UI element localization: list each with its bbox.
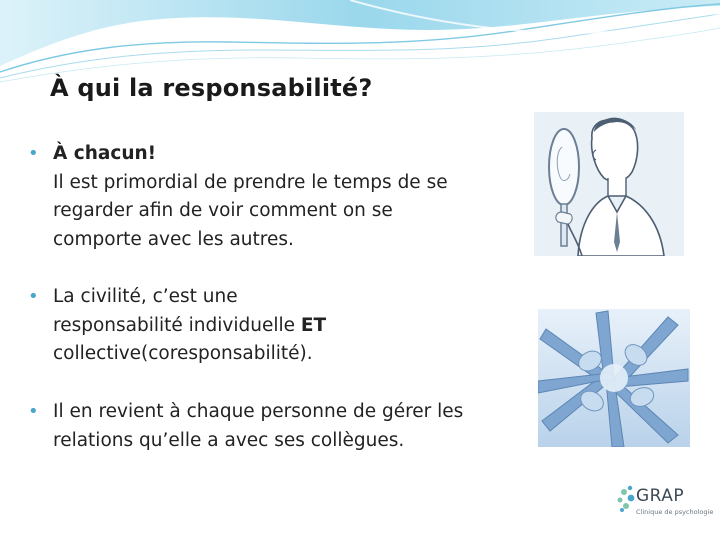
joined-hands-illustration xyxy=(538,309,690,447)
slide-title: À qui la responsabilité? xyxy=(50,74,373,102)
bullet-dot-icon: • xyxy=(28,143,39,164)
bullet-item-3 xyxy=(28,398,528,455)
logo-subtitle: Clinique de psychologie xyxy=(636,508,714,516)
bullet-emphasis: ET xyxy=(300,314,327,336)
bullet-dot-icon: • xyxy=(28,401,39,422)
bullet-item-2 xyxy=(28,283,528,369)
bullet-dot-icon: • xyxy=(28,286,39,307)
bullet-line xyxy=(53,312,528,341)
bullet-line: collective(coresponsabilité). xyxy=(53,343,313,364)
bullet-line: Il en revient à chaque personne de gérer les xyxy=(53,401,464,422)
bullet-line: relations qu’elle a avec ses collègues. xyxy=(53,429,405,451)
bullet-text: responsabilité individuelle xyxy=(53,314,301,336)
bullet-item-1 xyxy=(28,140,528,254)
logo-name: GRAP xyxy=(636,486,685,506)
bullet-line: regarder afin de voir comment on se xyxy=(53,200,393,221)
bullet-line: Il est primordial de prendre le temps de se xyxy=(53,171,448,193)
mirror-illustration xyxy=(534,112,684,256)
bullet-line: comporte avec les autres. xyxy=(53,228,294,250)
bullet-heading: À chacun! xyxy=(53,143,157,164)
bullet-line: La civilité, c’est une xyxy=(53,286,238,307)
